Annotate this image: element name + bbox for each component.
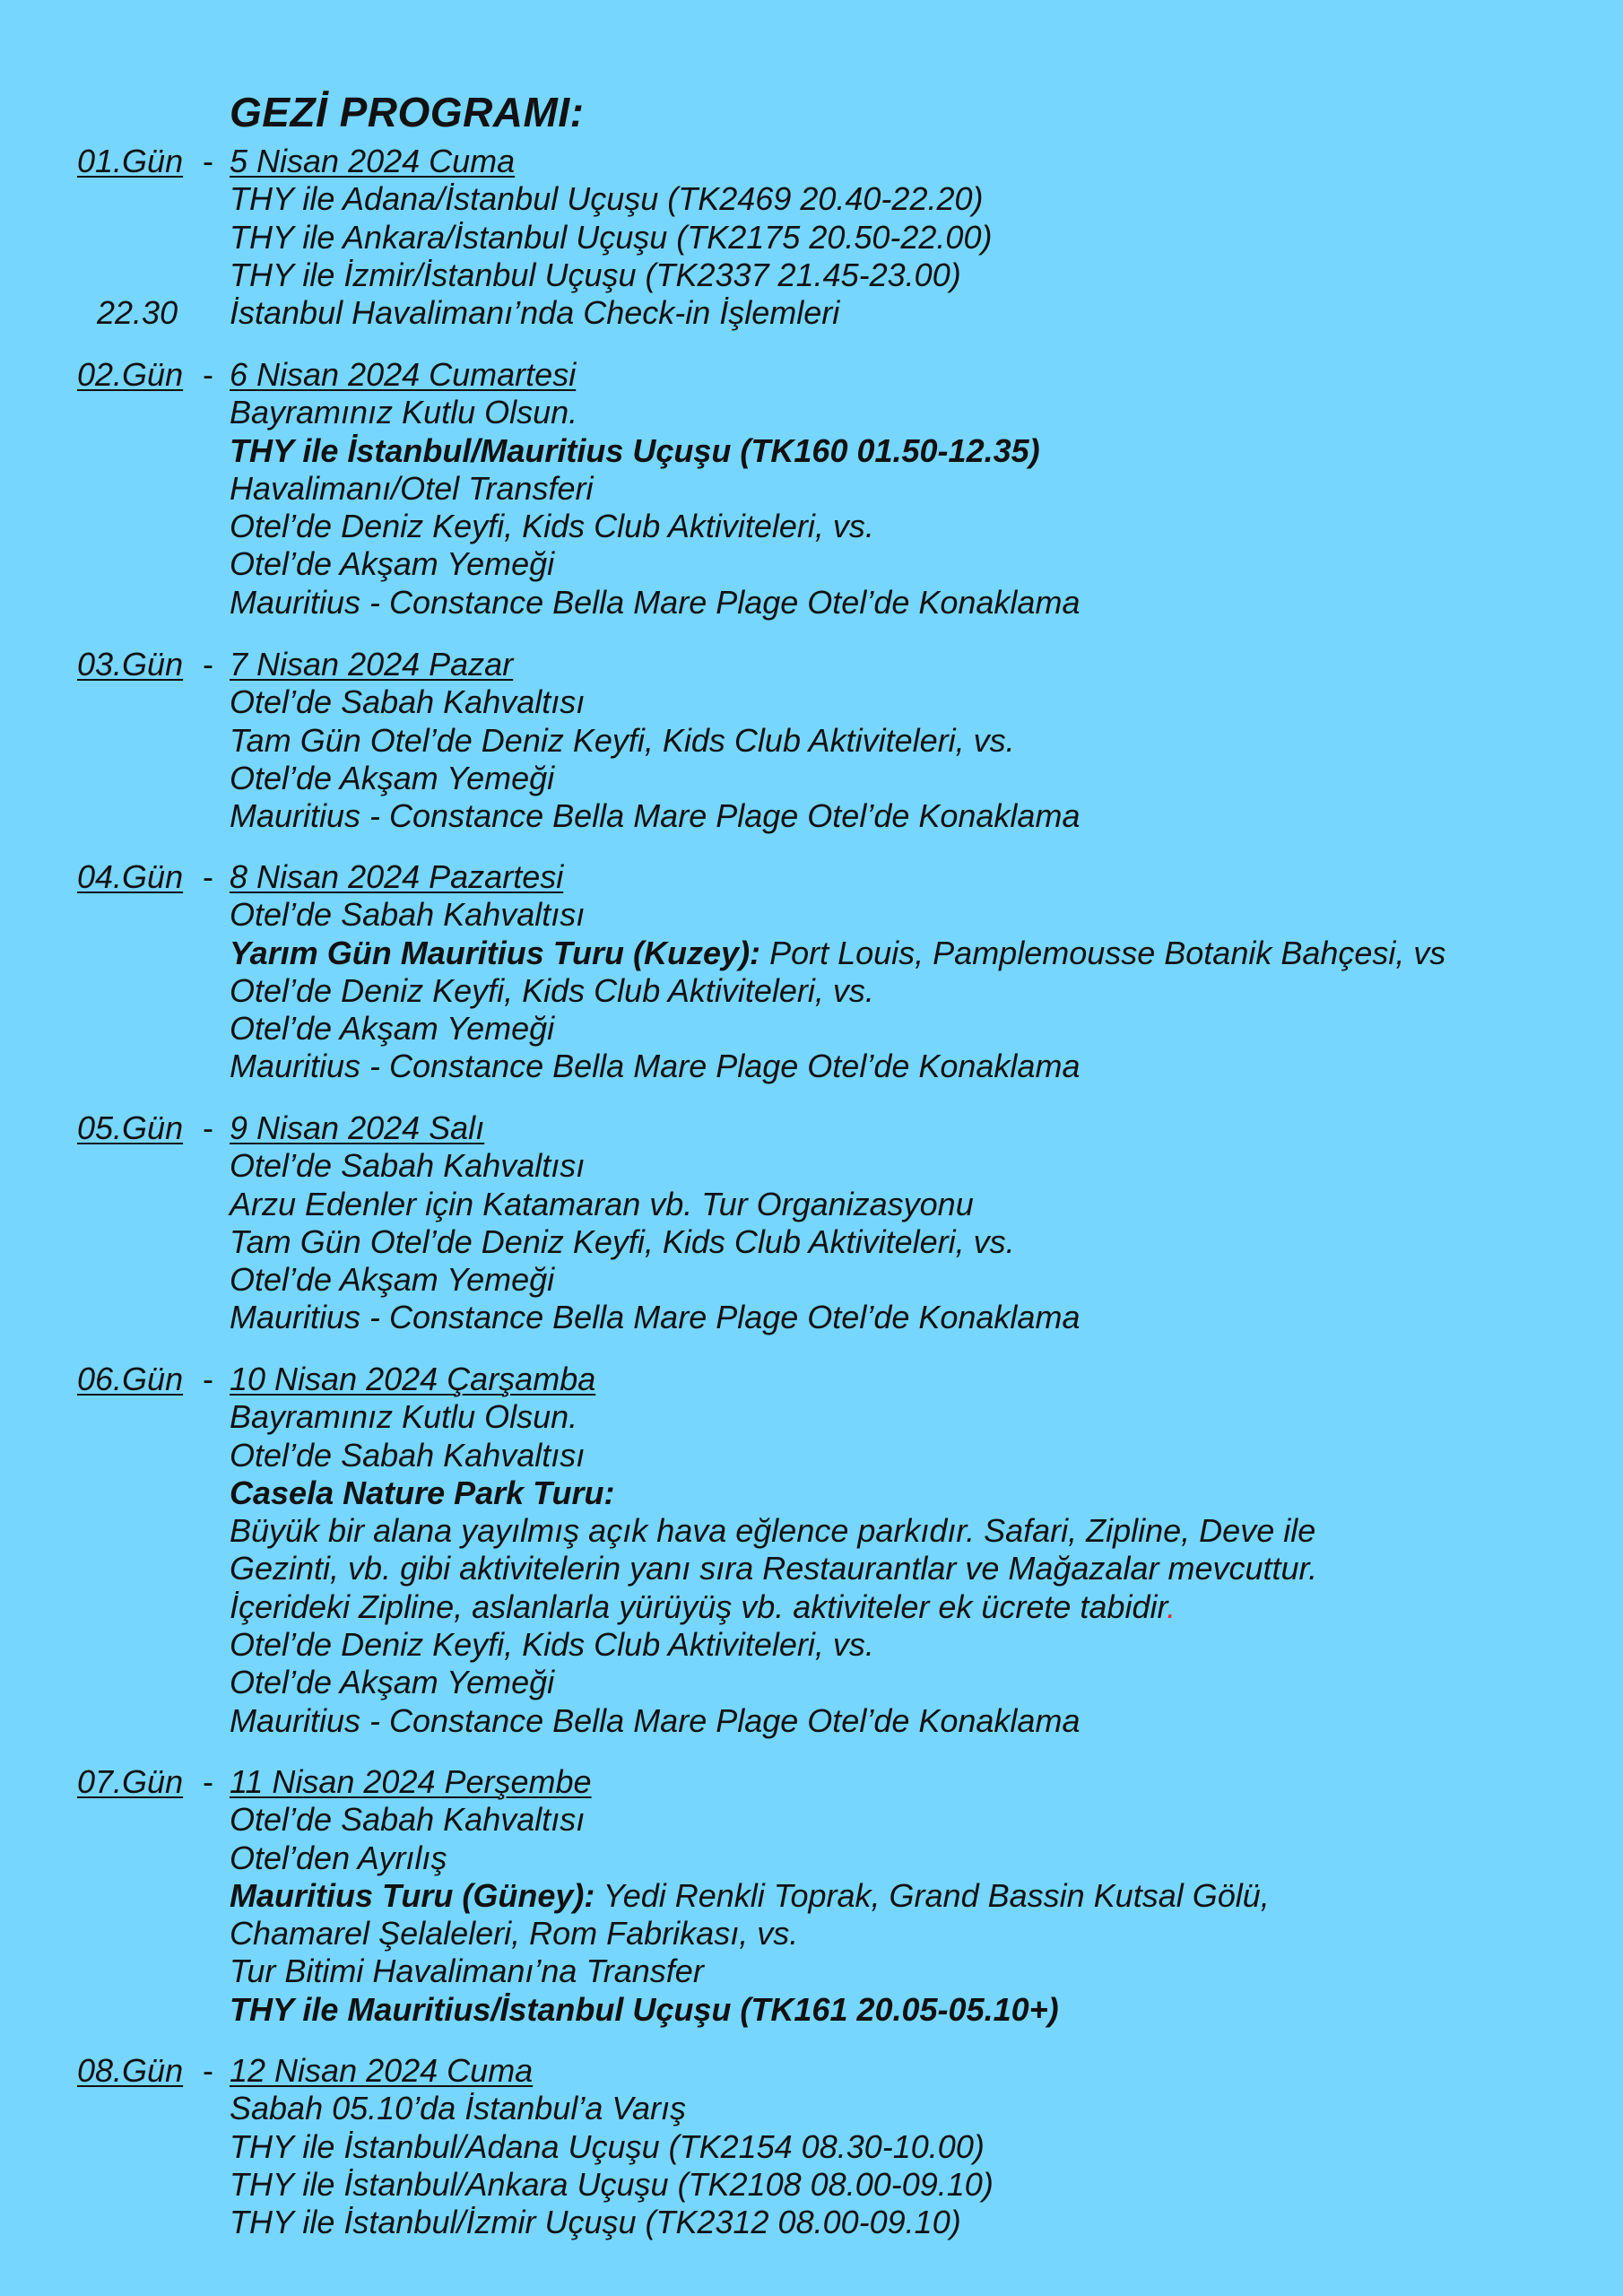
line-content: [230, 470, 593, 508]
day-block: [0, 1109, 1623, 1337]
line-text: Otel’de Sabah Kahvaltısı: [230, 1801, 586, 1839]
itinerary-line: [0, 1048, 1623, 1085]
itinerary-line: [0, 1915, 1623, 1952]
line-bold-text: Mauritius Turu (Güney):: [230, 1876, 595, 1914]
itinerary-line: [0, 935, 1623, 972]
day-date: 5 Nisan 2024 Cuma: [230, 143, 516, 179]
line-content: [230, 219, 992, 257]
line-text: Otel’de Deniz Keyfi, Kids Club Aktiviteleri, vs.: [230, 1626, 874, 1664]
line-content: [230, 1398, 577, 1436]
line-text: Otel’de Akşam Yemeği: [230, 1664, 555, 1701]
itinerary-line: [0, 257, 1623, 294]
itinerary-line: [0, 180, 1623, 218]
itinerary-line: [0, 1991, 1623, 2029]
itinerary-line: [0, 972, 1623, 1010]
day-date-wrap: [230, 646, 513, 683]
itinerary-line: [0, 294, 1623, 332]
line-content: [230, 1147, 585, 1185]
line-text: Tam Gün Otel’de Deniz Keyfi, Kids Club Aktiviteleri, vs.: [230, 1222, 1015, 1260]
day-header: [0, 143, 1623, 180]
line-text: Otel’de Akşam Yemeği: [230, 545, 555, 583]
line-text: Chamarel Şelaleleri, Rom Fabrikası, vs.: [230, 1915, 799, 1952]
line-content: [230, 797, 1080, 835]
itinerary-line: [0, 2090, 1623, 2127]
day-separator: -: [203, 356, 213, 393]
line-bold-text: THY ile İstanbul/Mauritius Uçuşu (TK160 01.50-12.35): [230, 431, 1040, 469]
line-content: [230, 722, 1015, 760]
itinerary-line: [0, 797, 1623, 835]
line-content: [230, 584, 1080, 622]
itinerary-line: [0, 545, 1623, 583]
day-date: 6 Nisan 2024 Cumartesi: [230, 356, 577, 393]
line-bold-text: THY ile Mauritius/İstanbul Uçuşu (TK161 20.05-05.10+): [230, 1990, 1059, 2028]
day-date: 11 Nisan 2024 Perşembe: [230, 1763, 592, 1800]
day-date: 12 Nisan 2024 Cuma: [230, 2052, 534, 2089]
day-date: 9 Nisan 2024 Salı: [230, 1109, 485, 1146]
line-text: Otel’den Ayrılış: [230, 1839, 447, 1876]
line-text: THY ile İzmir/İstanbul Uçuşu (TK2337 21.45-23.00): [230, 256, 961, 293]
itinerary-line: [0, 1512, 1623, 1550]
line-content: [230, 1512, 1315, 1550]
day-label: 03.Gün: [77, 646, 184, 683]
line-text: Otel’de Sabah Kahvaltısı: [230, 1147, 586, 1185]
day-date-wrap: [230, 1763, 592, 1801]
line-content: [230, 1048, 1080, 1085]
day-date-wrap: [230, 2052, 533, 2090]
line-text: Tur Bitimi Havalimanı’na Transfer: [230, 1952, 704, 1990]
line-text: Sabah 05.10’da İstanbul’a Varış: [230, 2090, 687, 2127]
day-separator: -: [203, 1763, 213, 1800]
line-content: [230, 432, 1040, 470]
line-content: [230, 1664, 554, 1701]
line-content: [230, 683, 585, 721]
itinerary-line: [0, 896, 1623, 934]
day-separator: -: [203, 2052, 213, 2089]
itinerary-line: [0, 1588, 1623, 1626]
day-block: [0, 356, 1623, 622]
day-label: 06.Gün: [77, 1361, 184, 1397]
itinerary-line: [0, 1186, 1623, 1223]
day-separator: -: [203, 143, 213, 179]
itinerary-line: [0, 2166, 1623, 2204]
line-red-mark: .: [1167, 1587, 1176, 1625]
line-text: Mauritius - Constance Bella Mare Plage Otel’de Konaklama: [230, 797, 1081, 835]
day-block: [0, 646, 1623, 835]
line-text: Gezinti, vb. gibi aktivitelerin yanı sıra Restaurantlar ve Mağazalar mevcuttur.: [230, 1550, 1318, 1587]
line-content: [230, 1550, 1317, 1587]
day-label: 02.Gün: [77, 356, 184, 393]
itinerary-line: [0, 1147, 1623, 1185]
day-block: [0, 1361, 1623, 1740]
day-header: [0, 356, 1623, 394]
itinerary-line: [0, 508, 1623, 545]
itinerary-line: [0, 1261, 1623, 1299]
line-content: [230, 935, 1445, 972]
itinerary-line: [0, 722, 1623, 760]
line-text: Otel’de Sabah Kahvaltısı: [230, 1436, 586, 1474]
line-text: Otel’de Sabah Kahvaltısı: [230, 896, 586, 934]
line-text: Bayramınız Kutlu Olsun.: [230, 1398, 578, 1436]
itinerary-line: [0, 1664, 1623, 1701]
day-date: 8 Nisan 2024 Pazartesi: [230, 858, 564, 895]
line-text: Bayramınız Kutlu Olsun.: [230, 394, 578, 431]
line-bold-text: Yarım Gün Mauritius Turu (Kuzey):: [230, 934, 761, 971]
line-text: Büyük bir alana yayılmış açık hava eğlence parkıdır. Safari, Zipline, Deve ile: [230, 1512, 1316, 1550]
itinerary-line: [0, 1952, 1623, 1990]
line-text: Tam Gün Otel’de Deniz Keyfi, Kids Club Aktiviteleri, vs.: [230, 721, 1015, 759]
line-content: [230, 1915, 798, 1952]
line-content: [230, 545, 554, 583]
line-content: [230, 394, 577, 431]
line-content: [230, 1588, 1176, 1626]
line-content: [230, 2166, 994, 2204]
itinerary-line: [0, 470, 1623, 508]
itinerary-line: [0, 1801, 1623, 1839]
line-text: THY ile Adana/İstanbul Uçuşu (TK2469 20.40-22.20): [230, 180, 984, 218]
itinerary-line: [0, 584, 1623, 622]
line-text: Otel’de Akşam Yemeği: [230, 1010, 555, 1048]
line-text: Mauritius - Constance Bella Mare Plage Otel’de Konaklama: [230, 583, 1081, 621]
itinerary-line: [0, 219, 1623, 257]
day-header: [0, 1109, 1623, 1147]
line-content: [230, 1702, 1080, 1740]
itinerary-line: [0, 1626, 1623, 1664]
line-text: THY ile İstanbul/Adana Uçuşu (TK2154 08.30-10.00): [230, 2127, 985, 2165]
day-header: [0, 1361, 1623, 1398]
day-block: [0, 2052, 1623, 2241]
day-date: 7 Nisan 2024 Pazar: [230, 646, 514, 683]
line-content: [230, 257, 961, 294]
line-text: Mauritius - Constance Bella Mare Plage Otel’de Konaklama: [230, 1299, 1081, 1336]
day-separator: -: [203, 1361, 213, 1397]
line-time: 22.30: [97, 294, 178, 332]
page-title: GEZİ PROGRAMI:: [230, 89, 585, 135]
day-date: 10 Nisan 2024 Çarşamba: [230, 1361, 596, 1397]
itinerary-line: [0, 683, 1623, 721]
line-content: [230, 896, 585, 934]
itinerary-line: [0, 1299, 1623, 1336]
itinerary-line: [0, 432, 1623, 470]
line-text: Port Louis, Pamplemousse Botanik Bahçesi, vs: [760, 934, 1446, 971]
line-text: İstanbul Havalimanı’nda Check-in İşlemleri: [230, 294, 840, 332]
day-block: [0, 143, 1623, 332]
day-date-wrap: [230, 1109, 484, 1147]
line-content: [230, 508, 874, 545]
line-content: [230, 1010, 554, 1048]
itinerary-line: [0, 1474, 1623, 1512]
line-content: [230, 294, 839, 332]
line-content: [230, 1299, 1080, 1336]
day-label: 01.Gün: [77, 143, 184, 179]
day-label: 08.Gün: [77, 2052, 184, 2089]
day-header: [0, 1763, 1623, 1801]
day-separator: -: [203, 858, 213, 895]
day-header: [0, 646, 1623, 683]
itinerary-line: [0, 1398, 1623, 1436]
day-block: [0, 1763, 1623, 2029]
day-date-wrap: [230, 356, 576, 394]
line-text: Otel’de Deniz Keyfi, Kids Club Aktiviteleri, vs.: [230, 971, 874, 1009]
line-content: [230, 1877, 1270, 1915]
line-text: Otel’de Deniz Keyfi, Kids Club Aktiviteleri, vs.: [230, 508, 874, 545]
line-text: Otel’de Akşam Yemeği: [230, 1261, 555, 1299]
line-text: Otel’de Akşam Yemeği: [230, 759, 555, 796]
itinerary-line: [0, 760, 1623, 797]
line-content: [230, 972, 874, 1010]
line-content: [230, 1186, 974, 1223]
line-content: [230, 2128, 985, 2166]
line-content: [230, 1437, 585, 1474]
itinerary-line: [0, 394, 1623, 431]
line-content: [230, 1991, 1059, 2029]
line-content: [230, 1261, 554, 1299]
line-content: [230, 1952, 704, 1990]
line-content: [230, 1801, 585, 1839]
day-label: 04.Gün: [77, 858, 184, 895]
day-date-wrap: [230, 1361, 595, 1398]
itinerary-line: [0, 1010, 1623, 1048]
line-text: İçerideki Zipline, aslanlarla yürüyüş vb. aktiviteler ek ücrete tabidir: [230, 1587, 1167, 1625]
line-text: Otel’de Sabah Kahvaltısı: [230, 683, 586, 721]
itinerary-line: [0, 2204, 1623, 2241]
line-text: Mauritius - Constance Bella Mare Plage Otel’de Konaklama: [230, 1701, 1081, 1739]
line-text: Havalimanı/Otel Transferi: [230, 469, 594, 507]
day-separator: -: [203, 646, 213, 683]
line-text: THY ile İstanbul/Ankara Uçuşu (TK2108 08.00-09.10): [230, 2165, 994, 2203]
itinerary-line: [0, 2128, 1623, 2166]
line-content: [230, 1626, 874, 1664]
line-content: [230, 180, 984, 218]
line-content: [230, 2090, 686, 2127]
day-label: 05.Gün: [77, 1109, 184, 1146]
line-bold-text: Casela Nature Park Turu:: [230, 1474, 615, 1511]
day-label: 07.Gün: [77, 1763, 184, 1800]
itinerary-line: [0, 1437, 1623, 1474]
line-text: Mauritius - Constance Bella Mare Plage Otel’de Konaklama: [230, 1048, 1081, 1085]
itinerary-line: [0, 1550, 1623, 1587]
line-content: [230, 760, 554, 797]
day-header: [0, 2052, 1623, 2090]
line-content: [230, 1474, 615, 1512]
line-content: [230, 1839, 447, 1877]
line-text: Arzu Edenler için Katamaran vb. Tur Organizasyonu: [230, 1185, 974, 1222]
day-separator: -: [203, 1109, 213, 1146]
day-header: [0, 858, 1623, 896]
itinerary-line: [0, 1839, 1623, 1877]
itinerary-line: [0, 1223, 1623, 1261]
line-text: THY ile Ankara/İstanbul Uçuşu (TK2175 20.50-22.00): [230, 218, 993, 256]
line-text: Yedi Renkli Toprak, Grand Bassin Kutsal Gölü,: [595, 1876, 1270, 1914]
line-text: THY ile İstanbul/İzmir Uçuşu (TK2312 08.00-09.10): [230, 2204, 961, 2241]
line-content: [230, 1223, 1015, 1261]
itinerary-line: [0, 1877, 1623, 1915]
itinerary-line: [0, 1702, 1623, 1740]
day-block: [0, 858, 1623, 1086]
line-content: [230, 2204, 961, 2241]
day-date-wrap: [230, 143, 515, 180]
day-date-wrap: [230, 858, 563, 896]
